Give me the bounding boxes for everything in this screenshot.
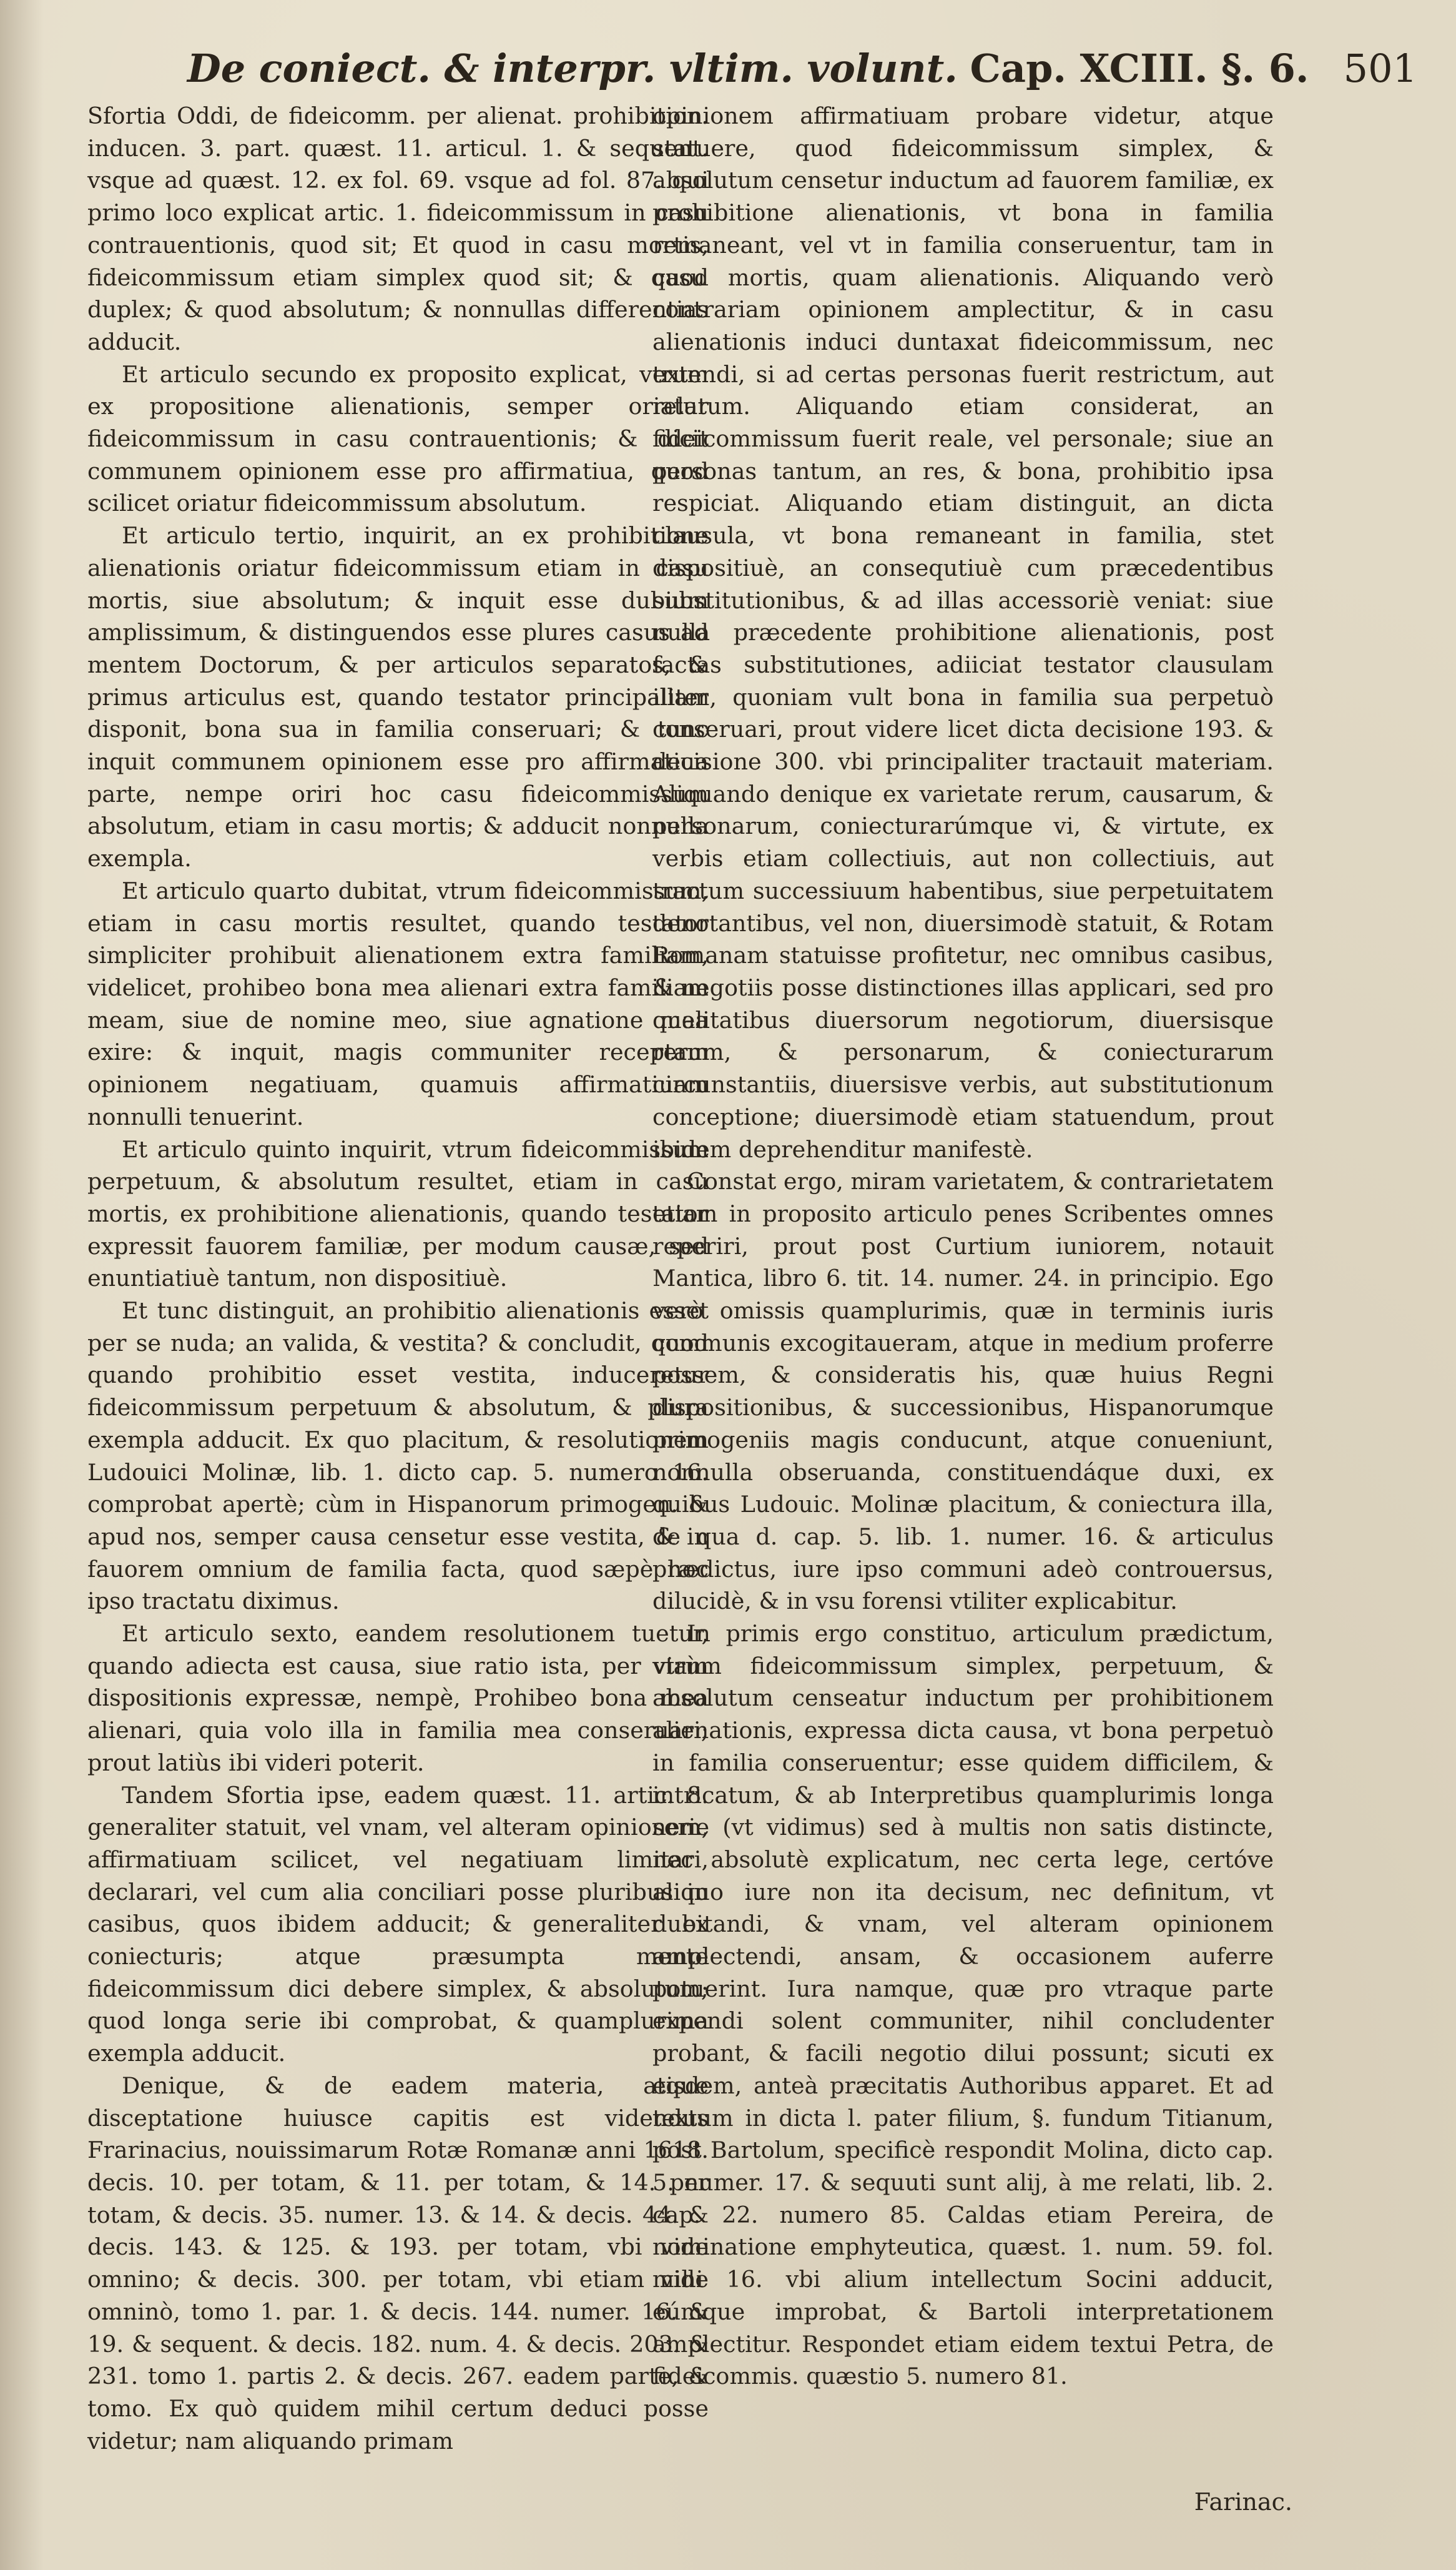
right-column [652, 100, 1274, 2393]
paragraph: Sfortia Oddi, de fideicomm. per alienat. prohibition. inducen. 3. part. quæst. 11. articul. 1. & sequent. vsque ad quæst. 12. ex fol. 69. vsque ad fol. 87. qui primo loco explicat artic. 1. fideicommissum in casu contrauentionis, quod sit; Et quod in casu mortis, fideicommissum etiam simplex quod sit; & quod duplex; & quod absolutum; & nonnullas differentias adducit. [87, 102, 709, 355]
running-title: De coniect. & interpr. vltim. volunt. [187, 46, 958, 91]
paragraph: Et articulo quinto inquirit, vtrum fideicommissum perpetuum, & absolutum resultet, etiam in casu mortis, ex prohibitione alienationis, quando testator expressit fauorem familiæ, per modum causæ, sed enuntiatiuè tantum, non dispositiuè. [87, 1135, 709, 1292]
paragraph: opinionem affirmatiuam probare videtur, atque statuere, quod fideicommissum simplex, & absolutum censetur inductum ad fauorem familiæ, ex prohibitione alienationis, vt bona in familia remaneant, vel vt in familia conseruentur, tam in casu mortis, quam alienationis. Aliquando verò contrariam opinionem amplectitur, & in casu alienationis induci duntaxat fideicommissum, nec extendi, si ad certas personas fuerit restrictum, aut relatum. Aliquando etiam considerat, an fideicommissum fuerit reale, vel personale; siue an personas tantum, an res, & bona, prohibitio ipsa respiciat. Aliquando etiam distinguit, an dicta clausula, vt bona remaneant in familia, stet dispositiuè, an consequtiuè cum præcedentibus substitutionibus, & ad illas accessoriè veniat: siue nulla præcedente prohibitione alienationis, post factas substitutiones, adiiciat testator clausulam illam, quoniam vult bona in familia sua perpetuò conseruari, prout videre licet dicta decisione 193. & decisione 300. vbi principaliter tractauit materiam. Aliquando denique ex varietate rerum, causarum, & personarum, coniecturarúmque vi, & virtute, ex verbis etiam collectiuis, aut non collectiuis, aut tractum successiuum habentibus, siue perpetuitatem denotantibus, vel non, diuersimodè statuit, & Rotam Romanam statuisse profitetur, nec omnibus casibus, & negotiis posse distinctiones illas applicari, sed pro qualitatibus diuersorum negotiorum, diuersisque rerum, & personarum, & coniecturarum circunstantiis, diuersisve verbis, aut substitutionum conceptione; diuersimodè etiam statuendum, prout ibidem deprehenditur manifestè. [652, 102, 1274, 1163]
paragraph: Tandem Sfortia ipse, eadem quæst. 11. artic. 8. generaliter statuit, vel vnam, vel alteram opinionem, affirmatiuam scilicet, vel negatiuam limitari, declarari, vel cum alia conciliari posse pluribus in casibus, quos ibidem adducit; & generaliter ex coniecturis; atque præsumpta mente fideicommissum dici debere simplex, & absolutum; quod longa serie ibi comprobat, & quamplurima exempla adducit. [87, 1781, 709, 2067]
running-header [187, 34, 1430, 103]
left-column [87, 100, 709, 2457]
chapter-reference: Cap. XCIII. §. 6. [970, 46, 1309, 91]
page-number: 501 [1343, 46, 1417, 91]
paragraph: Et articulo sexto, eandem resolutionem tuetur, quando adiecta est causa, siue ratio ista, per viam dispositionis expressæ, nempè, Prohibeo bona mea alienari, quia volo illa in familia mea conseruari; prout latiùs ibi videri poterit. [87, 1620, 709, 1776]
paragraph: Et articulo quarto dubitat, vtrum fideicommissum, etiam in casu mortis resultet, quando testator simpliciter prohibuit alienationem extra familiam, videlicet, prohibeo bona mea alienari extra familiam meam, siue de nomine meo, siue agnatione mea exire: & inquit, magis communiter receptam opinionem negatiuam, quamuis affirmatiuam nonnulli tenuerint. [87, 877, 709, 1130]
paragraph: In primis ergo constituo, articulum prædictum, vtrùm fideicommissum simplex, perpetuum, & absolutum censeatur inductum per prohibitionem alienationis, expressa dicta causa, vt bona perpetuò in familia conseruentur; esse quidem difficilem, & intricatum, & ab Interpretibus quamplurimis longa serie (vt vidimus) sed à multis non satis distincte, nec absolutè explicatum, nec certa lege, certóve aliquo iure non ita decisum, nec definitum, vt dubitandi, & vnam, vel alteram opinionem amplectendi, ansam, & occasionem auferre potuerint. Iura namque, quæ pro vtraque parte expendi solent communiter, nihil concludenter probant, & facili negotio dilui possunt; sicuti ex eisdem, anteà præcitatis Authoribus apparet. Et ad textum in dicta l. pater filium, §. fundum Titianum, post Bartolum, specificè respondit Molina, dicto cap. 5. numer. 17. & sequuti sunt alij, à me relati, lib. 2. cap. 22. numero 85. Caldas etiam Pereira, de nominatione emphyteutica, quæst. 1. num. 59. fol. mihi 16. vbi alium intellectum Socini adducit, eúmque improbat, & Bartoli interpretationem amplectitur. Respondet etiam eidem textui Petra, de fideicommis. quæstio 5. numero 81. [652, 1620, 1274, 2390]
paragraph: Et tunc distinguit, an prohibitio alienationis esset per se nuda; an valida, & vestita? & concludit, quod quando prohibitio esset vestita, induceretur fideicommissum perpetuum & absolutum, & plura exempla adducit. Ex quo placitum, & resolutionem Ludouici Molinæ, lib. 1. dicto cap. 5. numero 16. comprobat apertè; cùm in Hispanorum primogen. & apud nos, semper causa censetur esse vestita, & in fauorem omnium de familia facta, quod sæpè hoc ipso tractatu diximus. [87, 1297, 709, 1615]
paragraph: Et articulo secundo ex proposito explicat, vtrum ex propositione alienationis, semper oriatur fideicommissum in casu contrauentionis; & dicit communem opinionem esse pro affirmatiua, quod scilicet oriatur fideicommissum absolutum. [87, 360, 709, 517]
paragraph: Et articulo tertio, inquirit, an ex prohibitione alienationis oriatur fideicommissum etiam in casu mortis, siue absolutum; & inquit esse dubium amplissimum, & distinguendos esse plures casus ad mentem Doctorum, & per articulos separatos, & primus articulus est, quando testator principaliter disponit, bona sua in familia conseruari; & tunc inquit communem opinionem esse pro affirmatiua parte, nempe oriri hoc casu fideicommissum absolutum, etiam in casu mortis; & adducit nonnulla exempla. [87, 522, 709, 872]
paragraph: Constat ergo, miram varietatem, & contrarietatem etiam in proposito articulo penes Scribentes omnes reperiri, prout post Curtium iuniorem, notauit Mantica, libro 6. tit. 14. numer. 24. in principio. Ego verò omissis quamplurimis, quæ in terminis iuris communis excogitaueram, atque in medium proferre possem, & consideratis his, quæ huius Regni dispositionibus, & successionibus, Hispanorumque primogeniis magis conducunt, atque conueniunt, nonnulla obseruanda, constituendáque duxi, ex quibus Ludouic. Molinæ placitum, & coniectura illa, de qua d. cap. 5. lib. 1. numer. 16. & articulus prædictus, iure ipso communi adeò controuersus, dilucidè, & in vsu forensi vtiliter explicabitur. [652, 1168, 1274, 1615]
page-spine-shadow [0, 0, 44, 2570]
paragraph: Denique, & de eadem materia, atque disceptatione huiusce capitis est videndus Frarinacius, nouissimarum Rotæ Romanæ anni 1618. decis. 10. per totam, & 11. per totam, & 14. per totam, & decis. 35. numer. 13. & 14. & decis. 44. & decis. 143. & 125. & 193. per totam, vbi vide omnino; & decis. 300. per totam, vbi etiam vide omninò, tomo 1. par. 1. & decis. 144. numer. 16. & 19. & sequent. & decis. 182. num. 4. & decis. 203. & 231. tomo 1. partis 2. & decis. 267. eadem parte, & tomo. Ex quò quidem mihil certum deduci posse videtur; nam aliquando primam [87, 2072, 709, 2454]
catchword: Farinac. [1194, 2488, 1292, 2516]
